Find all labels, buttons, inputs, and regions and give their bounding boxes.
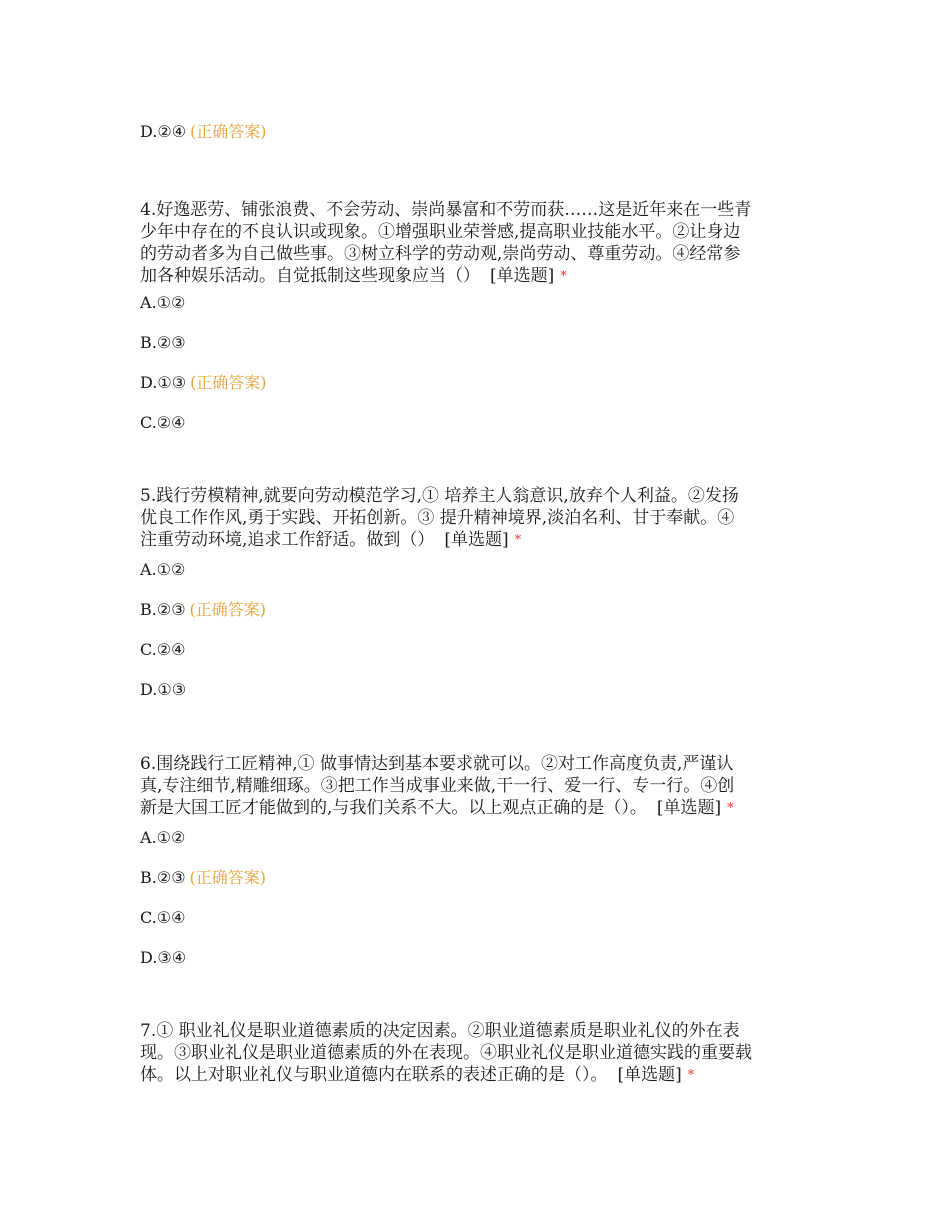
q6-text-line-2: 真,专注细节,精雕细琢。③把工作当成事业来做,干一行、爱一行、专一行。④创	[140, 776, 735, 796]
q7-question-type: [单选题]	[617, 1065, 682, 1085]
q6-correct-answer-label: (正确答案)	[189, 868, 267, 887]
q4-text-line-1: 4.好逸恶劳、铺张浪费、不会劳动、崇尚暴富和不劳而获……这是近年来在一些青	[140, 200, 752, 220]
q5-required-mark: *	[514, 533, 522, 548]
q5-correct-answer-label: (正确答案)	[189, 600, 267, 619]
q5-text-line-1: 5.践行劳模精神,就要向劳动模范学习,① 培养主人翁意识,放弃个人利益。②发扬	[140, 486, 739, 506]
q5-option-a-text: A.①②	[140, 560, 186, 579]
q4-option-d[interactable]	[140, 372, 267, 394]
q4-question-type: [单选题]	[490, 266, 555, 286]
q4-text-line-3: 的劳动者多为自己做些事。③树立科学的劳动观,崇尚劳动、尊重劳动。④经常参	[140, 244, 741, 264]
q6-text-line-1: 6.围绕践行工匠精神,① 做事情达到基本要求就可以。②对工作高度负责,严谨认	[140, 754, 734, 774]
q5-option-b[interactable]	[140, 599, 266, 621]
q4-option-d-text: D.①③	[140, 373, 187, 392]
q6-text-line-3-content: 新是大国工匠才能做到的,与我们关系不大。以上观点正确的是（）。	[140, 798, 647, 818]
q6-option-a-text: A.①②	[140, 828, 186, 847]
q4-correct-answer-label: (正确答案)	[190, 373, 267, 392]
q6-option-b-text: B.②③	[140, 868, 186, 887]
q6-option-b[interactable]	[140, 867, 266, 889]
q5-text-line-2: 优良工作作风,勇于实践、开拓创新。③ 提升精神境界,淡泊名利、甘于奉献。④	[140, 508, 735, 528]
q5-text-line-3-content: 注重劳动环境,追求工作舒适。做到（）	[140, 530, 435, 550]
q5-option-d[interactable]	[140, 679, 186, 701]
q4-text-line-4-content: 加各种娱乐活动。自觉抵制这些现象应当（）	[140, 266, 480, 286]
q6-text-line-3	[140, 797, 820, 821]
q5-option-c-text: C.②④	[140, 640, 186, 659]
q4-text-line-2: 少年中存在的不良认识或现象。①增强职业荣誉感,提高职业技能水平。②让身边	[140, 222, 741, 242]
q4-option-c-text: C.②④	[140, 413, 186, 432]
q7-text-line-2: 现。③职业礼仪是职业道德素质的外在表现。④职业礼仪是职业道德实践的重要载	[140, 1043, 752, 1063]
q5-option-d-text: D.①③	[140, 680, 187, 699]
q7-text-line-1: 7.① 职业礼仪是职业道德素质的决定因素。②职业道德素质是职业礼仪的外在表	[140, 1021, 740, 1041]
q3-correct-answer-label: (正确答案)	[190, 122, 267, 141]
q7-text-line-3-content: 体。以上对职业礼仪与职业道德内在联系的表述正确的是（）。	[140, 1065, 608, 1085]
q6-option-d[interactable]	[140, 947, 186, 969]
q4-option-a[interactable]	[140, 292, 185, 314]
q7-required-mark: *	[687, 1068, 695, 1083]
q4-option-c[interactable]	[140, 412, 185, 434]
q6-option-c[interactable]	[140, 907, 185, 929]
q3-option-d-text: D.②④	[140, 122, 187, 141]
q6-option-c-text: C.①④	[140, 908, 186, 927]
q6-required-mark: *	[727, 801, 734, 816]
q5-text-line-3	[140, 529, 820, 553]
q6-option-d-text: D.③④	[140, 948, 187, 967]
q7-text-line-3	[140, 1064, 820, 1088]
q6-question-type: [单选题]	[656, 798, 722, 818]
q4-option-a-text: A.①②	[140, 293, 186, 312]
q5-question-type: [单选题]	[444, 530, 509, 550]
q4-text-line-4	[140, 265, 820, 289]
q5-option-c[interactable]	[140, 639, 185, 661]
q4-option-b[interactable]	[140, 332, 186, 354]
q5-option-b-text: B.②③	[140, 600, 186, 619]
q4-option-b-text: B.②③	[140, 333, 186, 352]
q4-required-mark: *	[560, 269, 567, 284]
q6-option-a[interactable]	[140, 827, 185, 849]
q3-option-d[interactable]	[140, 121, 267, 143]
q5-option-a[interactable]	[140, 559, 185, 581]
